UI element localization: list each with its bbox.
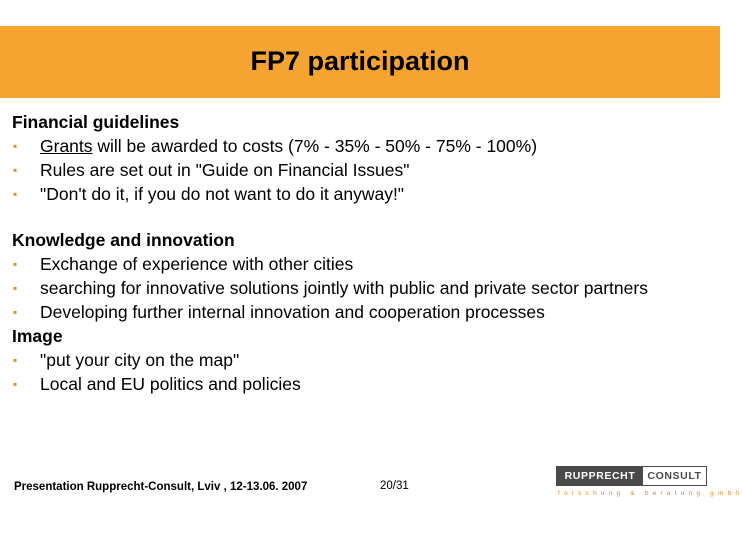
bullet-icon: ▪ xyxy=(13,281,18,295)
section-heading-financial: Financial guidelines xyxy=(12,112,180,132)
logo-part-consult: CONSULT xyxy=(643,467,706,485)
bullet-icon: ▪ xyxy=(13,305,18,319)
bullet-icon: ▪ xyxy=(13,163,18,177)
logo-wordmark xyxy=(556,466,707,486)
slide-title: FP7 participation xyxy=(250,45,470,76)
bullet-item xyxy=(12,348,702,372)
bullet-item xyxy=(12,276,702,300)
bullet-text: Local and EU politics and policies xyxy=(40,374,301,394)
bullet-text: Developing further internal innovation and cooperation processes xyxy=(40,302,545,322)
bullet-icon: ▪ xyxy=(13,139,18,153)
section-heading-knowledge: Knowledge and innovation xyxy=(12,230,235,250)
bullet-text: will be awarded to costs (7% - 35% - 50% - 75% - 100%) xyxy=(92,136,538,156)
logo-tagline: forschung & beratung gmbh xyxy=(558,490,743,497)
bullet-text: "put your city on the map" xyxy=(40,350,240,370)
bullet-item xyxy=(12,158,702,182)
slide-content xyxy=(12,110,702,396)
section-spacer xyxy=(12,206,702,228)
bullet-item xyxy=(12,372,702,396)
bullet-text: Rules are set out in "Guide on Financial Issues" xyxy=(40,160,410,180)
bullet-item xyxy=(12,134,702,158)
page-number: 20/31 xyxy=(380,480,409,492)
grants-link-text: Grants xyxy=(40,136,93,156)
footer-presentation-info: Presentation Rupprecht-Consult, Lviv , 12-13.06. 2007 xyxy=(14,481,308,493)
title-banner xyxy=(0,26,720,98)
bullet-text: "Don't do it, if you do not want to do it anyway!" xyxy=(40,184,405,204)
bullet-text: searching for innovative solutions jointly with public and private sector partners xyxy=(40,278,648,298)
bullet-text: Exchange of experience with other cities xyxy=(40,254,354,274)
logo-part-rupprecht: RUPPRECHT xyxy=(557,467,643,485)
bullet-icon: ▪ xyxy=(13,377,18,391)
bullet-icon: ▪ xyxy=(13,257,18,271)
bullet-icon: ▪ xyxy=(13,353,18,367)
rupprecht-consult-logo xyxy=(556,466,743,502)
bullet-item xyxy=(12,252,702,276)
section-heading-image: Image xyxy=(12,326,63,346)
bullet-icon: ▪ xyxy=(13,187,18,201)
bullet-item xyxy=(12,182,702,206)
bullet-item xyxy=(12,300,702,324)
